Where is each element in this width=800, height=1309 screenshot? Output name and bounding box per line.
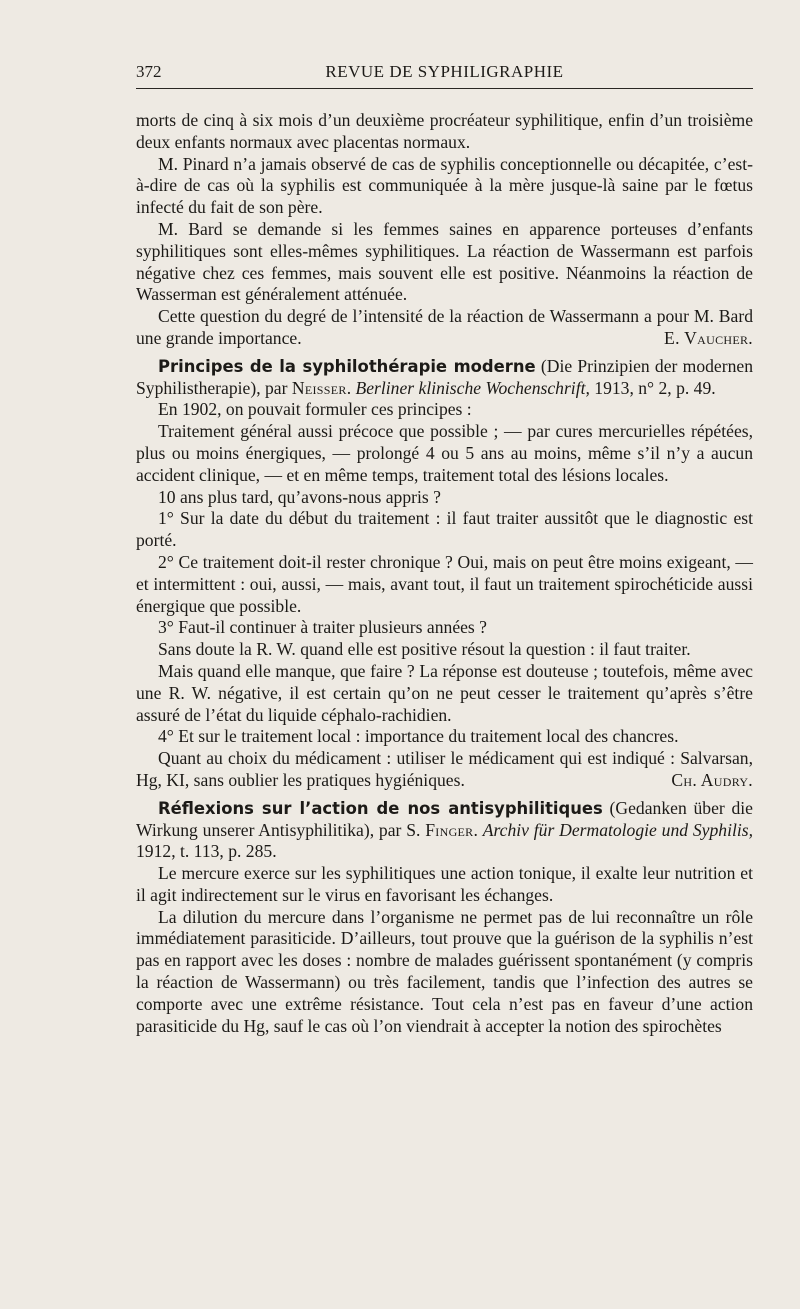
article-title: Réflexions sur l’action de nos antisyphilitiques <box>158 798 603 818</box>
article-journal: Archiv für Dermatologie und Syphilis, <box>482 819 753 840</box>
paragraph: 3° Faut-il continuer à traiter plusieurs années ? <box>158 617 487 638</box>
page-body <box>136 110 753 1037</box>
paragraph: La dilution du mercure dans l’organisme ne permet pas de lui reconnaître un rôle immédiatement parasiticide. D’ailleurs, tout prouve que la guérison de la syphilis n’est pas en rapport avec les doses : nombre de malades guérissent spontanément (y compris la réaction de Wassermann) ou très facilement, tandis que l’infection des autres se comporte avec une extrême résistance. Tout cela n’est pas en faveur d’une action parasiticide du Hg, sauf le cas où l’on viendrait à accepter la notion des spirochètes <box>136 906 753 1036</box>
paragraph: Le mercure exerce sur les syphilitiques une action tonique, il exalte leur nutrition et il agit indirectement sur le virus en favorisant les échanges. <box>136 863 753 905</box>
paragraph: morts de cinq à six mois d’un deuxième procréateur syphilitique, enfin d’un troisième deux enfants normaux avec placentas normaux. <box>136 110 753 152</box>
article-author: Finger <box>425 819 474 840</box>
paragraph: M. Bard se demande si les femmes saines en apparence porteuses d’enfants syphilitiques sont elles-mêmes syphilitiques. La réaction de Wassermann est parfois négative chez ces femmes, mais souvent elle est positive. Néanmoins la réaction de Wasserman est généralement atténuée. <box>136 218 753 305</box>
article-citation-text: (Die Prinzipien der modernen Syphilistherapie), par <box>136 355 753 398</box>
paragraph-text: Cette question du degré de l’intensité de la réaction de Wassermann a pour M. Bard une grande importance. <box>136 306 753 348</box>
article-title: Principes de la syphilothérapie moderne <box>158 356 536 376</box>
running-title: REVUE DE SYPHILIGRAPHIE <box>325 62 564 81</box>
page-header <box>136 60 753 89</box>
signature-audry: Ch. Audry. <box>671 769 753 790</box>
paragraph-with-signature <box>136 748 753 792</box>
paragraph: Mais quand elle manque, que faire ? La réponse est douteuse ; toutefois, même avec une R. W. négative, il est certain qu’on ne peut cesser le traitement qu’après s’être assuré de l’état du liquide céphalo-rachidien. <box>136 660 753 725</box>
paragraph-with-signature <box>136 306 753 350</box>
article-citation-ref: 1912, t. 113, p. 285. <box>136 841 277 862</box>
article-author: Neisser <box>291 377 347 398</box>
article-journal: Berliner klinische Wochenschrift, <box>355 377 590 398</box>
signature-vaucher: E. Vaucher. <box>664 327 753 348</box>
paragraph: 10 ans plus tard, qu’avons-nous appris ? <box>158 486 441 507</box>
citation-separator: . <box>473 819 483 840</box>
paragraph: Traitement général aussi précoce que possible ; — par cures mercurielles répétées, plus ou moins énergiques, — prolongé 4 ou 5 ans au moins, même s’il n’y a aucun accident clinique, — et en même temps, traitement total des lésions locales. <box>136 421 753 485</box>
paragraph: 1° Sur la date du début du traitement : il faut traiter aussitôt que le diagnostic est porté. <box>136 508 753 551</box>
article-heading <box>136 356 753 400</box>
page-number: 372 <box>136 62 162 81</box>
article-heading <box>136 798 753 863</box>
paragraph: 2° Ce traitement doit-il rester chronique ? Oui, mais on peut être moins exigeant, — et intermittent : oui, aussi, — mais, avant tout, il faut un traitement spirochéticide aussi énergique que possible. <box>136 551 753 616</box>
paragraph: Sans doute la R. W. quand elle est positive résout la question : il faut traiter. <box>158 639 691 660</box>
article-citation-ref: 1913, n° 2, p. 49. <box>589 377 716 398</box>
citation-separator: . <box>346 377 356 398</box>
paragraph-text: Quant au choix du médicament : utiliser le médicament qui est indiqué : Salvarsan, Hg, KI, sans oublier les pratiques hygiéniques. <box>136 748 753 790</box>
paragraph: 4° Et sur le traitement local : importance du traitement local des chancres. <box>158 726 679 747</box>
article-citation-text: (Gedanken über die Wirkung unserer Antisyphilitika), par S. <box>136 797 753 840</box>
paragraph: M. Pinard n’a jamais observé de cas de syphilis conceptionnelle ou décapitée, c’est-à-dire de cas où la syphilis est communiquée à la mère jusque-là saine par le fœtus infecté du fait de son père. <box>136 153 753 218</box>
paragraph: En 1902, on pouvait formuler ces principes : <box>158 399 472 420</box>
